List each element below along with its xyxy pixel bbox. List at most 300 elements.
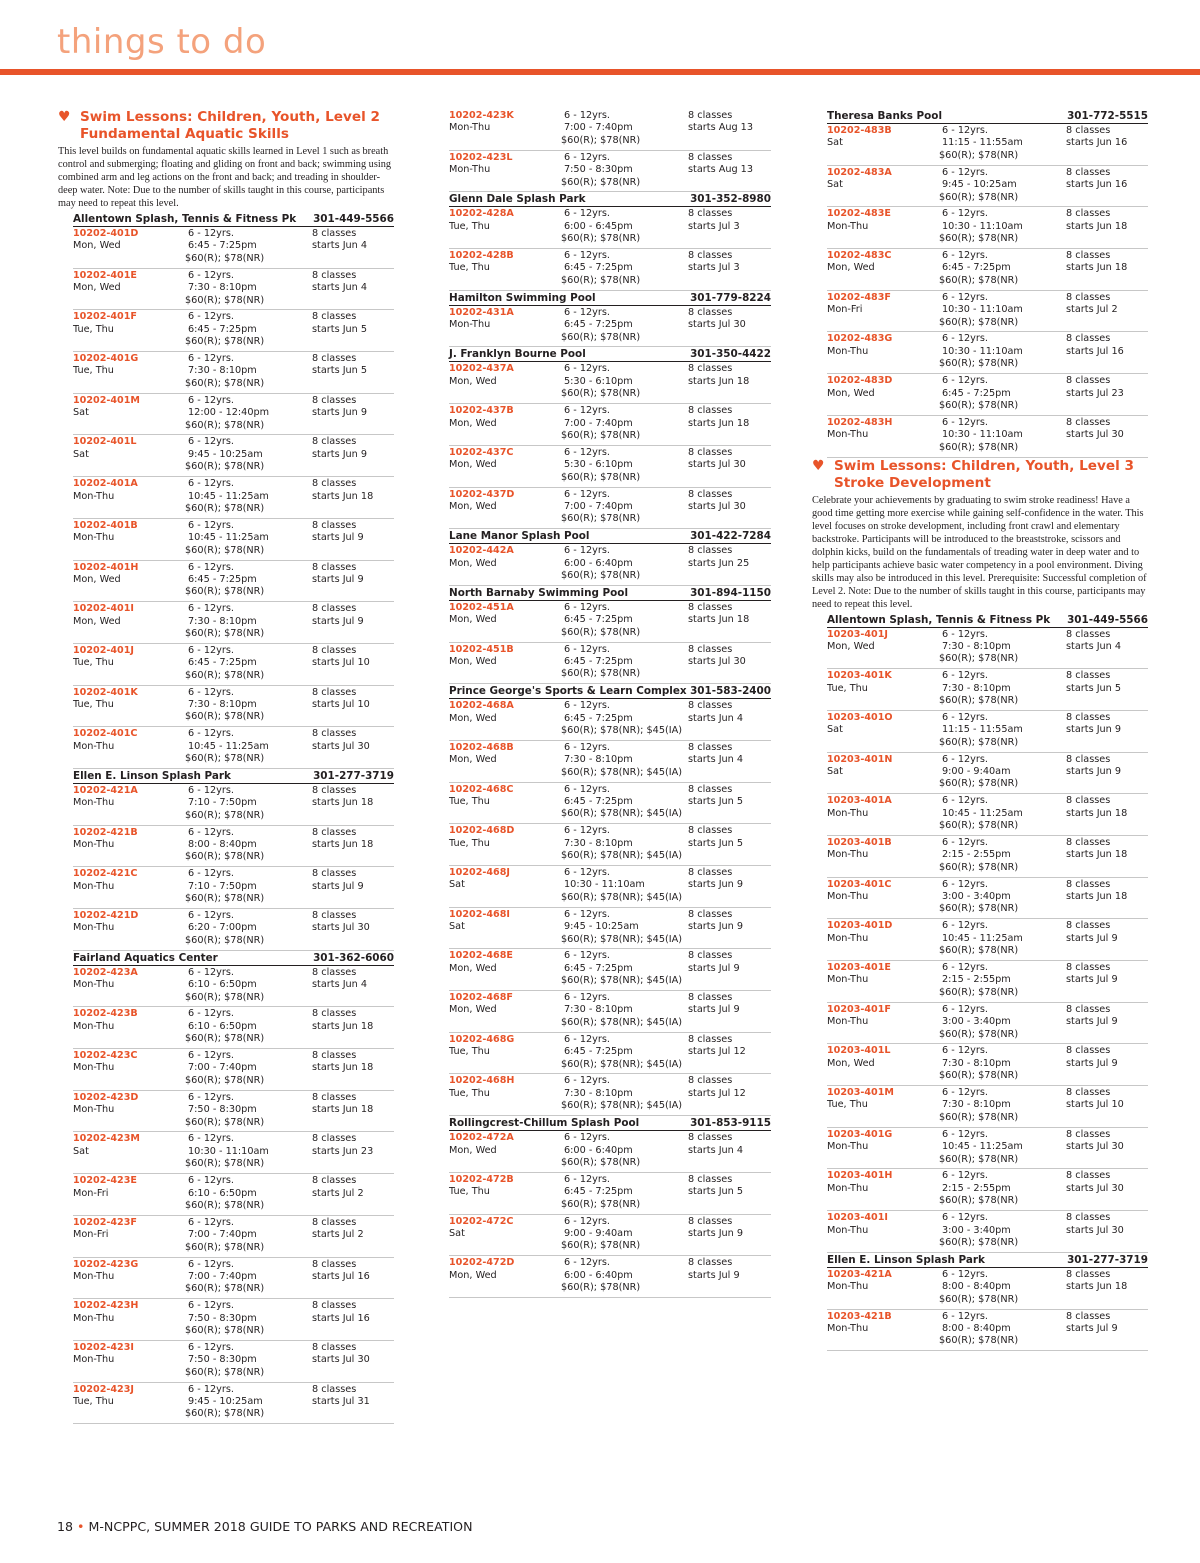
- class-code-cell: [73, 395, 188, 435]
- class-time: 6:45 - 7:25pm: [564, 1186, 633, 1198]
- class-row: [449, 1173, 771, 1215]
- class-count: 8 classes: [1066, 250, 1111, 262]
- class-row: [73, 1341, 394, 1383]
- class-time: 2:15 - 2:55pm: [942, 849, 1011, 861]
- class-days: Tue, Thu: [73, 698, 114, 710]
- class-count: 8 classes: [688, 1257, 733, 1269]
- class-row: [73, 394, 394, 436]
- class-count: 8 classes: [688, 208, 733, 220]
- course-number: 10202-428A: [449, 208, 514, 220]
- class-days: Mon, Wed: [449, 614, 497, 626]
- class-count: 8 classes: [312, 394, 357, 406]
- class-code-cell: [449, 644, 564, 684]
- start-date: starts Jul 9: [688, 1004, 740, 1016]
- class-count: 8 classes: [312, 868, 357, 880]
- class-info-cell: [185, 728, 312, 768]
- age-range: 6 - 12yrs.: [188, 269, 234, 281]
- class-session-cell: [312, 645, 394, 685]
- start-date: starts Jul 9: [1066, 1057, 1118, 1069]
- class-info-cell: [561, 867, 688, 907]
- class-time: 6:00 - 6:40pm: [564, 1269, 633, 1281]
- class-row: [73, 966, 394, 1008]
- course-number: 10202-437A: [449, 363, 514, 375]
- class-info-cell: [939, 670, 1066, 710]
- class-row: [449, 1033, 771, 1075]
- age-range: 6 - 12yrs.: [564, 950, 610, 962]
- age-range: 6 - 12yrs.: [188, 868, 234, 880]
- class-count: 8 classes: [312, 826, 357, 838]
- class-days: Mon-Thu: [827, 1016, 869, 1028]
- class-code-cell: [73, 1342, 188, 1382]
- class-row: [73, 909, 394, 951]
- class-count: 8 classes: [312, 269, 357, 281]
- class-time: 3:00 - 3:40pm: [942, 891, 1011, 903]
- class-info-cell: [561, 992, 688, 1032]
- start-date: starts Jul 3: [688, 262, 740, 274]
- class-code-cell: [449, 950, 564, 990]
- class-info-cell: [185, 311, 312, 351]
- course-number: 10202-472C: [449, 1215, 514, 1227]
- class-days: Mon-Thu: [827, 345, 869, 357]
- class-session-cell: [312, 910, 394, 950]
- start-date: starts Jul 10: [1066, 1099, 1124, 1111]
- class-session-cell: [312, 785, 394, 825]
- class-code-cell: [449, 1257, 564, 1297]
- class-row: [827, 1003, 1148, 1045]
- class-row: [449, 949, 771, 991]
- class-days: Mon, Wed: [449, 459, 497, 471]
- class-fee: $60(R); $78(NR): [561, 1282, 641, 1293]
- class-code-cell: [73, 228, 188, 268]
- class-fee: $60(R); $78(NR): [561, 429, 641, 441]
- class-code-cell: [827, 167, 942, 207]
- location-header: [449, 684, 771, 699]
- class-info-cell: [939, 753, 1066, 794]
- class-session-cell: [312, 728, 394, 768]
- class-time: 6:45 - 7:25pm: [564, 712, 633, 724]
- class-session-cell: [312, 1092, 394, 1132]
- class-time: 10:30 - 11:10am: [564, 879, 645, 891]
- class-row: [73, 727, 394, 769]
- class-code-cell: [827, 1087, 942, 1127]
- class-session-cell: [688, 152, 771, 192]
- course-number: 10203-401E: [827, 962, 891, 973]
- class-time: 10:45 - 11:25am: [942, 932, 1023, 944]
- class-info-cell: [185, 394, 312, 435]
- class-info-cell: [561, 908, 688, 949]
- class-time: 9:45 - 10:25am: [942, 179, 1017, 191]
- start-date: starts Jul 30: [688, 459, 746, 471]
- course-number: 10202-483A: [827, 166, 892, 178]
- class-fee: $60(R); $78(NR): [939, 903, 1019, 915]
- class-row: [449, 151, 771, 193]
- age-range: 6 - 12yrs.: [564, 306, 610, 318]
- class-fee: $60(R); $78(NR): [185, 1033, 265, 1045]
- class-count: 8 classes: [312, 686, 357, 698]
- class-session-cell: [312, 395, 394, 435]
- class-session-cell: [1066, 1087, 1148, 1127]
- class-days: Mon, Wed: [827, 640, 875, 652]
- age-range: 6 - 12yrs.: [564, 741, 610, 753]
- class-fee: $60(R); $78(NR): [939, 316, 1019, 328]
- class-days: Mon, Wed: [449, 1269, 497, 1281]
- class-info-cell: [939, 836, 1066, 877]
- location-name: Ellen E. Linson Splash Park: [73, 769, 231, 782]
- class-session-cell: [312, 311, 394, 351]
- start-date: starts Jul 9: [312, 532, 364, 544]
- start-date: starts Jun 9: [312, 407, 368, 419]
- class-info-cell: [185, 561, 312, 602]
- class-code-cell: [827, 1045, 942, 1085]
- course-number: 10202-468F: [449, 992, 513, 1004]
- class-count: 8 classes: [688, 151, 733, 163]
- start-date: starts Jul 30: [1066, 1182, 1124, 1194]
- start-date: starts Jul 30: [1066, 1141, 1124, 1153]
- class-info-cell: [939, 333, 1066, 373]
- age-range: 6 - 12yrs.: [942, 920, 988, 932]
- class-time: 7:50 - 8:30pm: [188, 1354, 257, 1366]
- class-info-cell: [185, 1091, 312, 1132]
- age-range: 6 - 12yrs.: [188, 1008, 234, 1020]
- class-fee: $60(R); $78(NR): [939, 986, 1019, 998]
- start-date: starts Jun 18: [1066, 262, 1128, 274]
- class-days: Mon-Thu: [73, 1312, 115, 1324]
- start-date: starts Jun 16: [1066, 179, 1128, 191]
- class-code-cell: [449, 784, 564, 824]
- class-code-cell: [827, 754, 942, 794]
- age-range: 6 - 12yrs.: [188, 1383, 234, 1395]
- class-row: [449, 1256, 771, 1298]
- age-range: 6 - 12yrs.: [564, 1075, 610, 1087]
- age-range: 6 - 12yrs.: [188, 603, 234, 615]
- class-session-cell: [312, 603, 394, 643]
- start-date: starts Jul 9: [312, 615, 364, 627]
- age-range: 6 - 12yrs.: [564, 1257, 610, 1269]
- class-code-cell: [827, 1212, 942, 1252]
- class-row: [73, 227, 394, 269]
- class-fee: $60(R); $78(NR): [561, 233, 641, 245]
- class-session-cell: [688, 447, 771, 487]
- location-block: [449, 1116, 771, 1298]
- class-info-cell: [185, 784, 312, 825]
- class-time: 8:00 - 8:40pm: [942, 1281, 1011, 1293]
- class-days: Mon-Thu: [73, 532, 115, 544]
- class-session-cell: [312, 1050, 394, 1090]
- class-time: 6:00 - 6:45pm: [564, 220, 633, 232]
- class-row: [449, 824, 771, 866]
- class-count: 8 classes: [688, 992, 733, 1004]
- class-session-cell: [688, 208, 771, 248]
- class-count: 8 classes: [688, 250, 733, 262]
- age-range: 6 - 12yrs.: [188, 1258, 234, 1270]
- age-range: 6 - 12yrs.: [942, 1087, 988, 1099]
- class-code-cell: [73, 1259, 188, 1299]
- class-days: Tue, Thu: [827, 682, 868, 694]
- course-number: 10202-423D: [73, 1091, 139, 1103]
- class-info-cell: [185, 826, 312, 867]
- class-info-cell: [185, 1133, 312, 1173]
- class-row: [73, 561, 394, 603]
- start-date: starts Jul 23: [1066, 387, 1124, 399]
- class-code-cell: [827, 417, 942, 457]
- class-time: 6:45 - 7:25pm: [942, 262, 1011, 274]
- course-number: 10203-421A: [827, 1268, 892, 1280]
- course-number: 10203-401A: [827, 795, 892, 807]
- class-count: 8 classes: [312, 728, 357, 740]
- class-count: 8 classes: [1066, 836, 1111, 848]
- class-count: 8 classes: [1066, 291, 1111, 303]
- class-time: 7:30 - 8:10pm: [188, 615, 257, 627]
- age-range: 6 - 12yrs.: [942, 1045, 988, 1057]
- class-fee: $60(R); $78(NR): [185, 711, 265, 723]
- class-fee: $60(R); $78(NR): [939, 1293, 1019, 1305]
- course-number: 10202-437D: [449, 488, 515, 500]
- class-row: [73, 1258, 394, 1300]
- location-phone: 301-350-4422: [690, 348, 771, 361]
- class-code-cell: [827, 879, 942, 919]
- class-days: Mon, Wed: [73, 240, 121, 252]
- class-days: Sat: [73, 448, 89, 460]
- class-row: [449, 1131, 771, 1173]
- class-code-cell: [449, 742, 564, 782]
- start-date: starts Jul 30: [688, 500, 746, 512]
- class-session-cell: [688, 1132, 771, 1172]
- class-info-cell: [939, 795, 1066, 835]
- class-count: 8 classes: [1066, 1212, 1111, 1224]
- class-time: 6:45 - 7:25pm: [564, 655, 633, 667]
- class-days: Tue, Thu: [449, 1186, 490, 1198]
- class-code-cell: [449, 545, 564, 585]
- class-fee: $60(R); $78(NR): [185, 934, 265, 946]
- class-count: 8 classes: [1066, 711, 1111, 723]
- class-row: [827, 249, 1148, 291]
- class-fee: $60(R); $78(NR): [561, 513, 641, 525]
- class-code-cell: [449, 700, 564, 740]
- age-range: 6 - 12yrs.: [564, 643, 610, 655]
- age-range: 6 - 12yrs.: [564, 825, 610, 837]
- course-number: 10202-468B: [449, 741, 514, 753]
- class-row: [827, 794, 1148, 836]
- course-number: 10202-483D: [827, 375, 893, 387]
- start-date: starts Jul 30: [688, 655, 746, 667]
- class-code-cell: [449, 1075, 564, 1115]
- class-row: [449, 908, 771, 950]
- class-code-cell: [449, 152, 564, 192]
- class-session-cell: [312, 353, 394, 393]
- class-time: 7:00 - 7:40pm: [188, 1229, 257, 1241]
- course-number: 10203-401I: [827, 1212, 888, 1224]
- age-range: 6 - 12yrs.: [942, 1268, 988, 1280]
- class-row: [827, 1086, 1148, 1128]
- class-count: 8 classes: [688, 908, 733, 920]
- class-fee: $60(R); $78(NR): [939, 441, 1019, 453]
- class-info-cell: [185, 1216, 312, 1257]
- class-code-cell: [449, 208, 564, 248]
- class-time: 6:45 - 7:25pm: [564, 962, 633, 974]
- location-phone: 301-894-1150: [690, 586, 771, 599]
- age-range: 6 - 12yrs.: [564, 151, 610, 163]
- section-description: Celebrate your achievements by graduating to swim stroke readiness! Have a good time getting more exercise while gaining self-confidence in the water. This level focuses on stroke development, including front crawl and elementary backstroke. Participants will be introduced to the breaststroke, scissors and dolphin kicks, build on the fundamentals of treading water in deep water and to help participants achieve basic water competency in a pool environment. Diving skills may also be introduced in this level. Prerequisite: Successful completion of Level 2. Note: Due to the number of skills taught in this course, participants may need to repeat this level.: [812, 494, 1147, 610]
- start-date: starts Jun 18: [1066, 1281, 1128, 1293]
- location-phone: 301-449-5566: [313, 213, 394, 225]
- class-code-cell: [73, 1008, 188, 1048]
- heart-icon: ♥: [812, 457, 825, 474]
- class-row: [449, 207, 771, 249]
- class-session-cell: [1066, 1004, 1148, 1044]
- location-name: Hamilton Swimming Pool: [449, 291, 596, 304]
- class-days: Mon-Thu: [827, 1322, 869, 1334]
- class-time: 6:10 - 6:50pm: [188, 1187, 257, 1199]
- class-days: Tue, Thu: [449, 262, 490, 274]
- class-row: [827, 711, 1148, 753]
- course-number: 10202-401H: [73, 561, 139, 573]
- class-code-cell: [449, 909, 564, 949]
- class-time: 9:00 - 9:40am: [942, 765, 1011, 777]
- class-fee: $60(R); $78(NR): [939, 820, 1019, 832]
- class-fee: $60(R); $78(NR); $45(IA): [561, 1058, 683, 1070]
- class-fee: $60(R); $78(NR): [185, 544, 265, 556]
- location-name: Prince George's Sports & Learn Complex: [449, 685, 687, 698]
- class-time: 7:30 - 8:10pm: [564, 837, 633, 849]
- class-session-cell: [688, 363, 771, 403]
- class-time: 7:30 - 8:10pm: [564, 754, 633, 766]
- start-date: starts Jul 9: [1066, 974, 1118, 986]
- class-days: Mon-Fri: [827, 304, 863, 316]
- course-number: 10202-423G: [73, 1258, 139, 1270]
- class-time: 10:45 - 11:25am: [188, 740, 269, 752]
- start-date: starts Jun 18: [688, 614, 750, 626]
- course-number: 10202-483H: [827, 416, 893, 428]
- footer-bullet: •: [77, 1519, 85, 1534]
- class-count: 8 classes: [312, 603, 357, 615]
- class-days: Mon-Thu: [827, 932, 869, 944]
- class-code-cell: [73, 1217, 188, 1257]
- age-range: 6 - 12yrs.: [942, 962, 988, 973]
- class-days: Mon, Wed: [449, 500, 497, 512]
- start-date: starts Jun 4: [312, 979, 368, 991]
- class-days: Mon, Wed: [827, 1057, 875, 1069]
- class-code-cell: [827, 333, 942, 373]
- class-info-cell: [939, 208, 1066, 248]
- class-info-cell: [185, 478, 312, 518]
- age-range: 6 - 12yrs.: [564, 363, 610, 375]
- course-number: 10202-423L: [449, 151, 513, 163]
- class-count: 8 classes: [688, 405, 733, 417]
- class-days: Tue, Thu: [73, 1395, 114, 1407]
- class-count: 8 classes: [1066, 333, 1111, 345]
- class-count: 8 classes: [312, 1300, 357, 1312]
- class-time: 10:45 - 11:25am: [942, 1141, 1023, 1153]
- class-info-cell: [561, 446, 688, 487]
- location-header: [449, 291, 771, 306]
- course-number: 10202-428B: [449, 250, 514, 262]
- start-date: starts Jun 5: [312, 323, 368, 335]
- class-row: [73, 310, 394, 352]
- class-info-cell: [939, 1310, 1066, 1351]
- class-info-cell: [185, 353, 312, 393]
- age-range: 6 - 12yrs.: [188, 1091, 234, 1103]
- start-date: starts Jul 2: [1066, 304, 1118, 316]
- start-date: starts Jun 18: [312, 797, 374, 809]
- course-number: 10202-468D: [449, 825, 515, 837]
- start-date: starts Aug 13: [688, 164, 754, 176]
- age-range: 6 - 12yrs.: [188, 394, 234, 406]
- start-date: starts Jun 9: [688, 1227, 744, 1239]
- location-block: [812, 109, 1148, 458]
- class-code-cell: [827, 125, 942, 165]
- age-range: 6 - 12yrs.: [564, 488, 610, 500]
- class-session-cell: [1066, 333, 1148, 373]
- class-time: 6:45 - 7:25pm: [564, 262, 633, 274]
- class-time: 5:30 - 6:10pm: [564, 459, 633, 471]
- class-info-cell: [939, 920, 1066, 960]
- class-info-cell: [561, 208, 688, 248]
- section-title-text: Swim Lessons: Children, Youth, Level 2 Fundamental Aquatic Skills: [80, 109, 380, 142]
- class-fee: $60(R); $78(NR): [561, 626, 641, 638]
- class-session-cell: [688, 1034, 771, 1074]
- class-info-cell: [939, 1045, 1066, 1085]
- class-row: [827, 166, 1148, 208]
- class-code-cell: [73, 270, 188, 310]
- class-time: 2:15 - 2:55pm: [942, 974, 1011, 986]
- class-days: Mon, Wed: [449, 754, 497, 766]
- class-session-cell: [688, 307, 771, 347]
- start-date: starts Jun 5: [688, 1186, 744, 1198]
- class-code-cell: [73, 967, 188, 1007]
- class-time: 7:30 - 8:10pm: [564, 1087, 633, 1099]
- start-date: starts Jun 9: [688, 921, 744, 933]
- location-name: Allentown Splash, Tennis & Fitness Pk: [73, 213, 297, 225]
- class-days: Mon, Wed: [449, 417, 497, 429]
- course-number: 10202-451A: [449, 601, 514, 613]
- class-session-cell: [1066, 125, 1148, 165]
- class-fee: $60(R); $78(NR): [185, 252, 265, 264]
- course-number: 10202-401A: [73, 478, 138, 490]
- class-row: [449, 699, 771, 741]
- class-session-cell: [312, 270, 394, 310]
- age-range: 6 - 12yrs.: [564, 700, 610, 712]
- location-block: [449, 192, 771, 290]
- location-phone: 301-352-8980: [690, 193, 771, 206]
- location-header: [449, 1116, 771, 1131]
- class-fee: $60(R); $78(NR): [939, 1153, 1019, 1165]
- class-session-cell: [1066, 250, 1148, 290]
- class-info-cell: [561, 151, 688, 192]
- class-code-cell: [449, 250, 564, 290]
- class-fee: $60(R); $78(NR): [185, 893, 265, 905]
- class-code-cell: [827, 1004, 942, 1044]
- class-days: Mon-Thu: [73, 797, 115, 809]
- class-time: 6:00 - 6:40pm: [564, 557, 633, 569]
- course-number: 10203-401F: [827, 1003, 891, 1015]
- page-number: 18: [57, 1519, 74, 1534]
- class-info-cell: [185, 686, 312, 727]
- class-session-cell: [688, 784, 771, 824]
- class-fee: $60(R); $78(NR): [939, 358, 1019, 370]
- class-row: [449, 362, 771, 404]
- class-info-cell: [561, 306, 688, 347]
- class-session-cell: [688, 700, 771, 740]
- class-row: [449, 249, 771, 291]
- class-time: 6:45 - 7:25pm: [188, 573, 257, 585]
- class-row: [73, 1049, 394, 1091]
- class-days: Tue, Thu: [73, 365, 114, 377]
- class-fee: $60(R); $78(NR): [561, 570, 641, 581]
- class-days: Mon-Thu: [73, 1104, 115, 1116]
- start-date: starts Jun 4: [688, 1144, 744, 1156]
- class-days: Mon-Thu: [827, 1141, 869, 1153]
- age-range: 6 - 12yrs.: [942, 1170, 988, 1182]
